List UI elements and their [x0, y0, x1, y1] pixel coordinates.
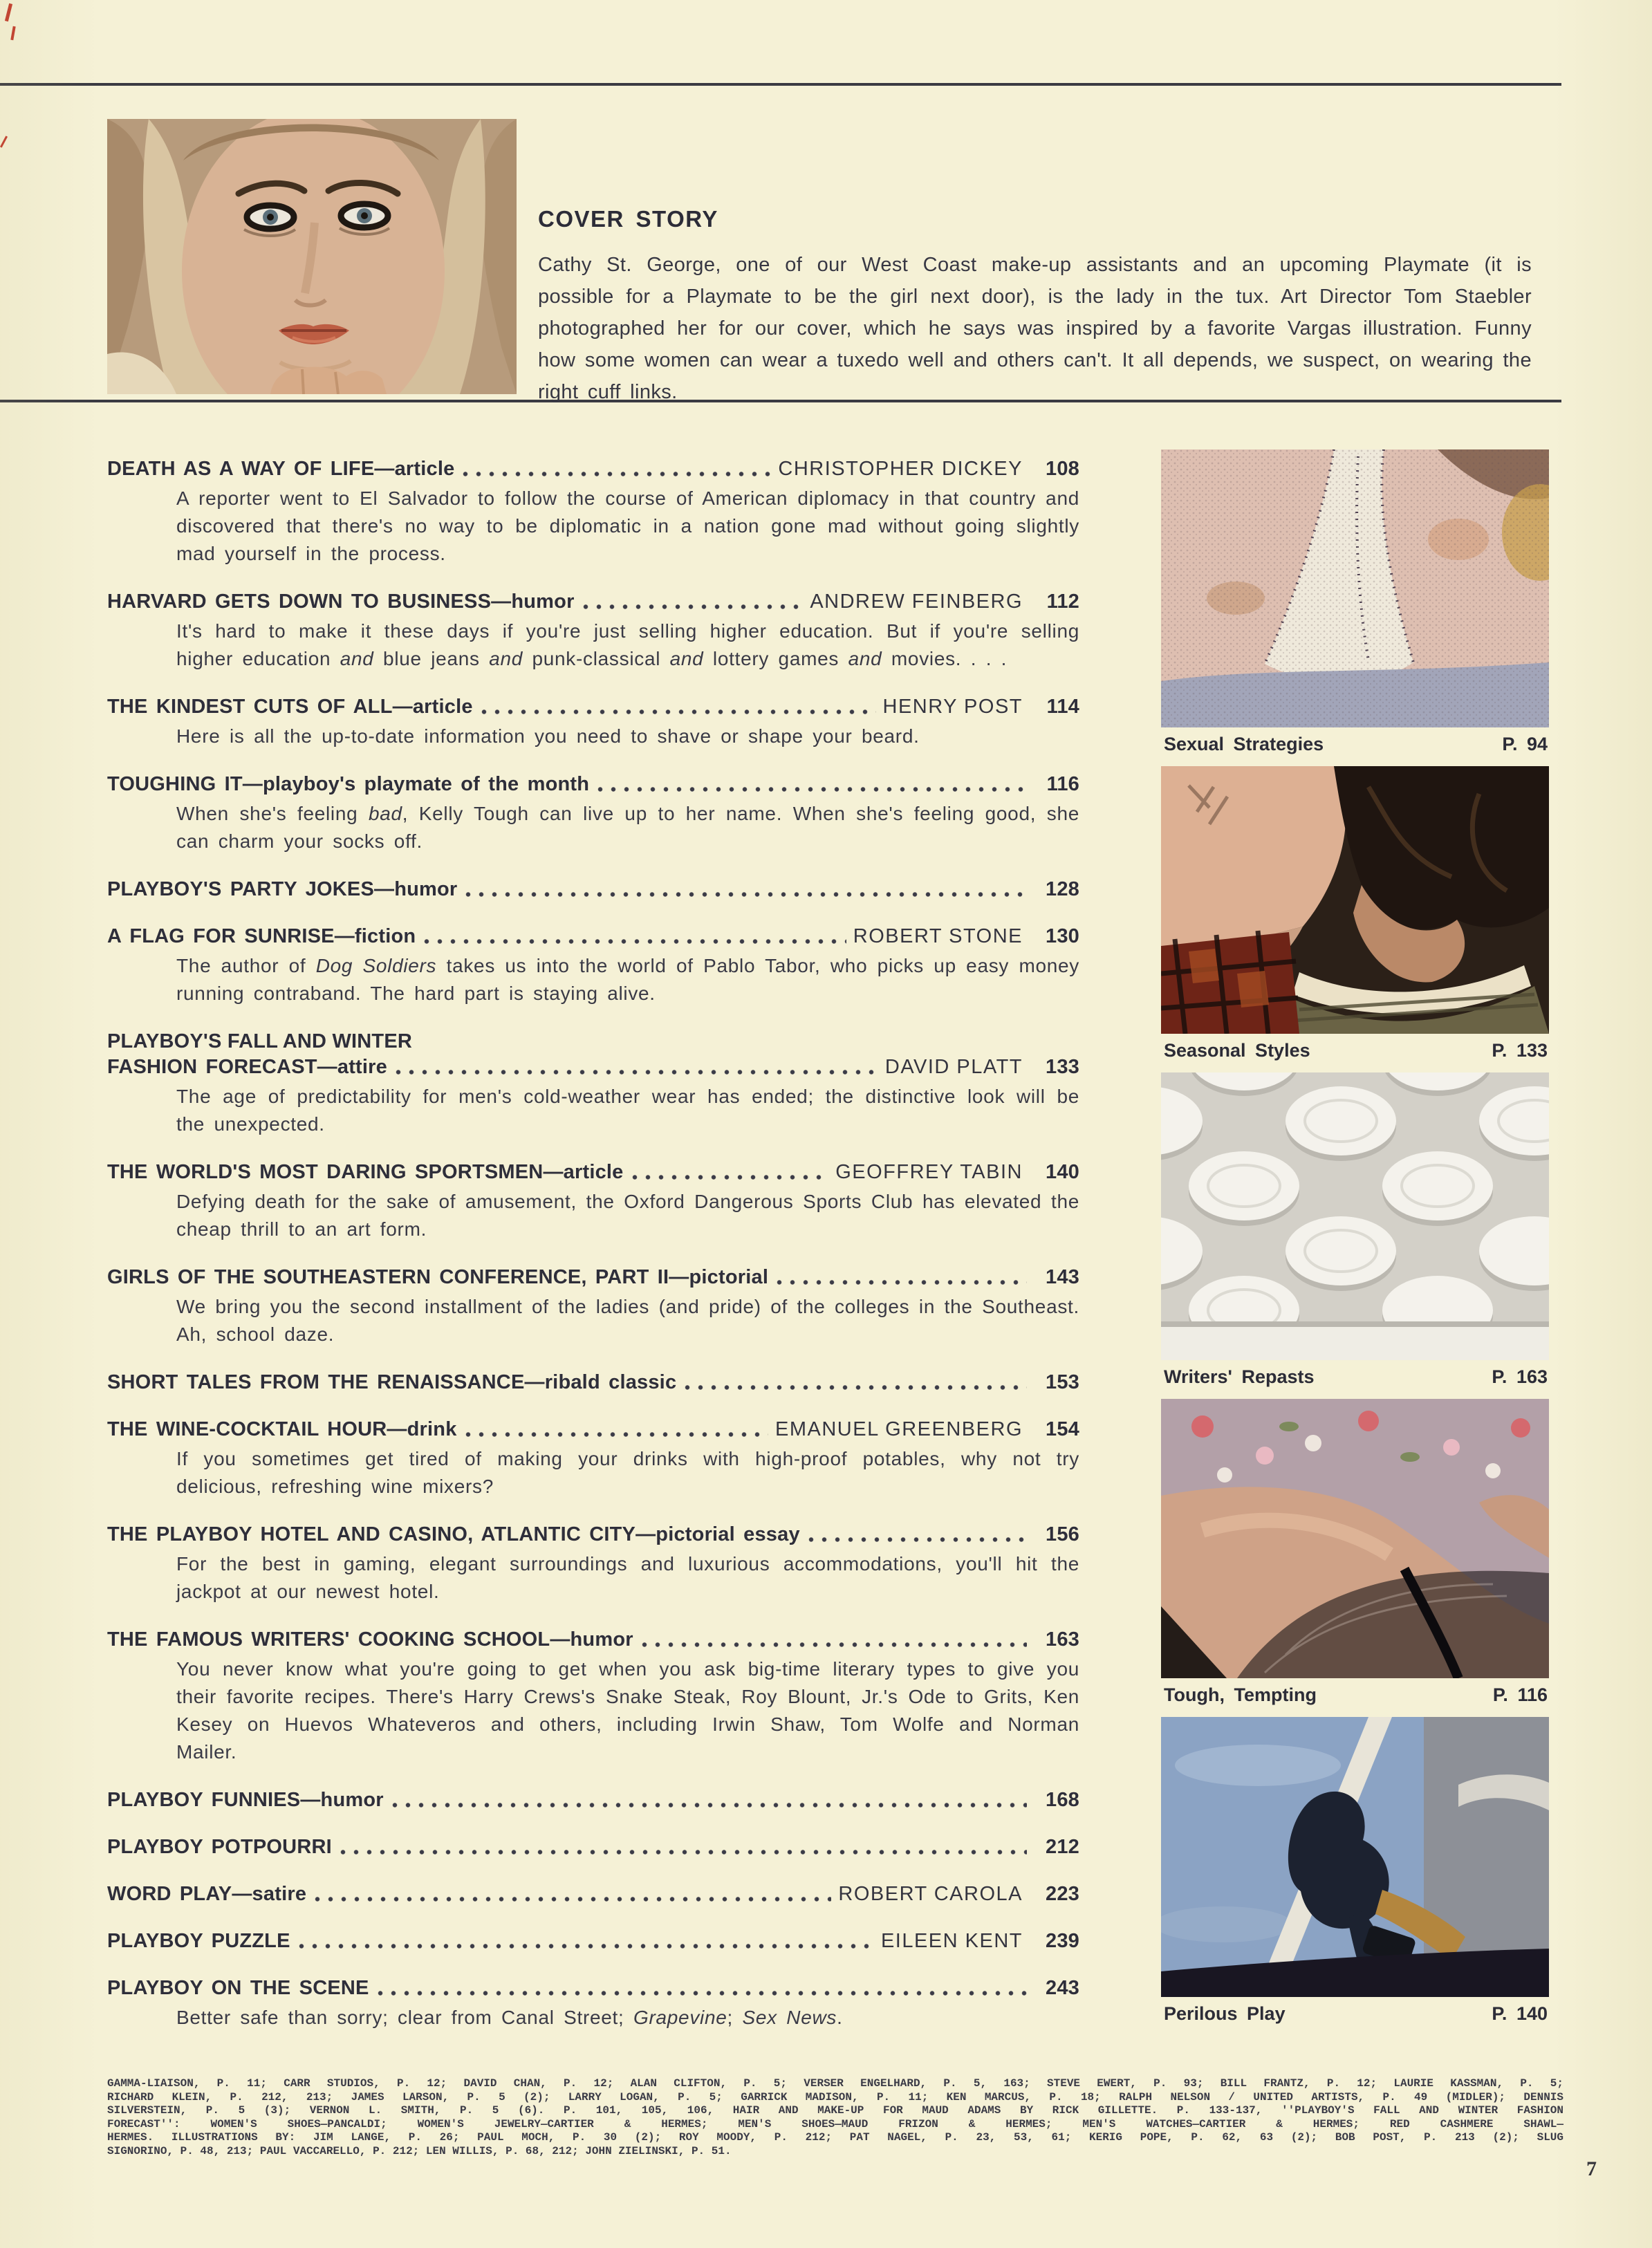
- dot-leader: [481, 709, 876, 715]
- toc-entry: [107, 924, 1079, 1007]
- toc-entry-description: It's hard to make it these days if you're just selling higher education. But if you're selling higher education and blue jeans and punk-classical and lottery games and movies. . . .: [176, 620, 1079, 669]
- dot-leader: [465, 891, 1027, 898]
- toc-entry-author: GEOFFREY TABIN: [835, 1161, 1023, 1183]
- toc-entry-genre: —article: [374, 458, 455, 480]
- toc-entry-description: The age of predictability for men's cold-weather wear has ended; the distinctive look will be the unexpected.: [176, 1086, 1079, 1135]
- dot-leader: [808, 1536, 1027, 1543]
- toc-entry: [107, 772, 1079, 855]
- dot-leader: [340, 1849, 1027, 1855]
- photo-credit-line: FORECAST'': WOMEN'S SHOES—PANCALDI; WOMEN'S JEWELRY—CARTIER & HERMES; MEN'S SHOES—MAUD FRIZON & HERMES; MEN'S WATCHES—CARTIER & HERMES; RED CASHMERE SHAWL—: [107, 2117, 1563, 2130]
- photo-credits: [107, 2077, 1563, 2159]
- dot-leader: [632, 1174, 829, 1180]
- thumb-caption-title: Tough, Tempting: [1164, 1684, 1317, 1705]
- toc-entry-description: The author of Dog Soldiers takes us into the world of Pablo Tabor, who picks up easy money running contraband. The hard part is staying alive.: [176, 955, 1079, 1004]
- toc-entry-page-number: 212: [1046, 1836, 1079, 1858]
- toc-entry-genre: —pictorial essay: [635, 1523, 800, 1545]
- toc-entry-genre: —satire: [232, 1883, 307, 1905]
- photo-credit-line: SILVERSTEIN, P. 5 (3); VERNON L. SMITH, P. 5 (6). P. 101, 105, 106, HAIR AND MAKE-UP FOR MAUD ADAMS BY RICK GILLETTE. P. 133-137, ''PLAYBOY'S FALL AND WINTER FASHION: [107, 2104, 1563, 2117]
- toc-entry: [107, 1265, 1079, 1348]
- sexual-strategies-illustration: [1161, 449, 1549, 727]
- toc-entry-genre: —fiction: [334, 925, 416, 947]
- thumb-caption-title: Sexual Strategies: [1164, 734, 1324, 754]
- toc-entry-description: If you sometimes get tired of making your drinks with high-proof potables, why not try delicious, refreshing wine mixers?: [176, 1448, 1079, 1497]
- toc-entry-line: [107, 1882, 1079, 1907]
- thumb-caption-page: P. 116: [1492, 1684, 1548, 1705]
- toc-entry: [107, 694, 1079, 750]
- registration-mark: [5, 3, 12, 21]
- toc-entry-line: [107, 1370, 1079, 1395]
- toc-entry-title: WORD PLAY—satire: [107, 1883, 307, 1905]
- toc-entry-line: [107, 456, 1079, 482]
- toc-entry-page-number: 143: [1046, 1266, 1079, 1288]
- toc-entry-genre: —article: [543, 1161, 624, 1183]
- toc-entry-genre: —article: [392, 696, 473, 718]
- thumb-caption-title: Perilous Play: [1164, 2003, 1286, 2024]
- toc-entry-genre: —humor: [300, 1789, 384, 1811]
- toc-entry-author: DAVID PLATT: [884, 1056, 1023, 1078]
- toc-entry: [107, 589, 1079, 673]
- toc-entry: [107, 1627, 1079, 1766]
- toc-entry: [107, 1929, 1079, 1954]
- thumb-caption-page: P. 133: [1492, 1040, 1548, 1061]
- photo-credit-line: HERMES. ILLUSTRATIONS BY: JIM LANGE, P. 26; PAUL MOCH, P. 30 (2); ROY MOODY, P. 212; PAT NAGEL, P. 23, 53, 61; KERIG POPE, P. 62, 63 (2); BOB POST, P. 213 (2); SLUG: [107, 2131, 1563, 2144]
- writers-repasts-photo: [1161, 1072, 1549, 1360]
- top-rule: [0, 83, 1561, 86]
- toc-entry-page-number: 239: [1046, 1930, 1079, 1952]
- toc-entry: [107, 1882, 1079, 1907]
- sidebar: [1161, 449, 1549, 2036]
- toc-entry-page-number: 112: [1046, 591, 1079, 613]
- thumb-writers-repasts: [1161, 1072, 1549, 1360]
- toc-entry-page-number: 140: [1046, 1161, 1079, 1183]
- toc-entry-line: [107, 1929, 1079, 1954]
- registration-mark: [10, 26, 15, 40]
- toc-entry-line: [107, 1522, 1079, 1548]
- registration-mark: [0, 136, 8, 147]
- toc-entry-genre: —humor: [374, 878, 458, 900]
- toc-entry-title: A FLAG FOR SUNRISE—fiction: [107, 925, 416, 947]
- toc-entry-description: You never know what you're going to get when you ask big-time literary types to give you their favorite recipes. There's Harry Crews's Snake Steak, Roy Blount, Jr.'s Ode to Grits, Ken Kesey on Huevos Whateveros and others, including Irwin Shaw, Tom Wolfe and Norman Mailer.: [176, 1658, 1079, 1763]
- thumb-caption: [1164, 2004, 1548, 2023]
- toc-entry-page-number: 156: [1046, 1523, 1079, 1545]
- toc-entry-title-line1: PLAYBOY'S FALL AND WINTER: [107, 1030, 413, 1052]
- toc-entry-page-number: 114: [1046, 696, 1079, 718]
- toc-entry-author: ROBERT CAROLA: [838, 1883, 1023, 1905]
- toc-entry: [107, 1976, 1079, 2032]
- toc-entry-author: ROBERT STONE: [853, 925, 1023, 947]
- toc-entry-page-number: 154: [1046, 1418, 1079, 1440]
- seasonal-styles-photo: [1161, 766, 1549, 1034]
- toc-entry-title: THE WORLD'S MOST DARING SPORTSMEN—article: [107, 1161, 624, 1183]
- toc-entry-description: A reporter went to El Salvador to follow the course of American diplomacy in that country and discovered that there's no way to be diplomatic in a nation gone mad without going slightly mad yourself in the process.: [176, 487, 1079, 564]
- photo-credit-line: GAMMA-LIAISON, P. 11; CARR STUDIOS, P. 12; DAVID CHAN, P. 12; ALAN CLIFTON, P. 5; VERSER ENGELHARD, P. 5, 163; STEVE EWERT, P. 93; BILL FRANTZ, P. 12; LAURIE KASSMAN, P. 5;: [107, 2077, 1563, 2090]
- thumb-caption: [1164, 1041, 1548, 1060]
- toc-entry-author: ANDREW FEINBERG: [810, 591, 1023, 613]
- thumb-tough-tempting: [1161, 1399, 1549, 1678]
- toc-entry-title: SHORT TALES FROM THE RENAISSANCE—ribald classic: [107, 1371, 677, 1393]
- dot-leader: [597, 786, 1027, 792]
- toc-entry-page-number: 133: [1046, 1056, 1079, 1078]
- thumb-caption: [1164, 734, 1548, 754]
- perilous-play-photo: [1161, 1717, 1549, 1997]
- dot-leader: [777, 1279, 1027, 1285]
- dot-leader: [583, 604, 804, 610]
- thumb-caption-page: P. 163: [1492, 1366, 1548, 1387]
- toc-entry-page-number: 116: [1046, 773, 1079, 795]
- toc-entry-title: HARVARD GETS DOWN TO BUSINESS—humor: [107, 591, 575, 613]
- thumb-caption: [1164, 1367, 1548, 1386]
- toc-entry-line: [107, 772, 1079, 797]
- dot-leader: [299, 1943, 874, 1949]
- cover-story: [538, 206, 1532, 408]
- toc-entry-description: Better safe than sorry; clear from Canal Street; Grapevine; Sex News.: [176, 2007, 843, 2028]
- cover-story-body: Cathy St. George, one of our West Coast make-up assistants and an upcoming Playmate (it is possible for a Playmate to be the girl next door), is the lady in the tux. Art Director Tom Staebler photographed her for our cover, which he says was inspired by a favorite Vargas illustration. Funny how some women can wear a tuxedo well and others can't. It all depends, we suspect, on wearing the right cuff links.: [538, 254, 1532, 403]
- thumb-caption: [1164, 1685, 1548, 1704]
- toc-entry: [107, 1029, 1079, 1138]
- toc-entry-description: For the best in gaming, elegant surroundings and luxurious accommodations, you'll hit the jackpot at our newest hotel.: [176, 1553, 1079, 1602]
- toc-entry-description: Here is all the up-to-date information you need to shave or shape your beard.: [176, 725, 920, 747]
- toc-entry-title: TOUGHING IT—playboy's playmate of the month: [107, 773, 590, 795]
- dot-leader: [396, 1069, 878, 1075]
- toc-entry-title: PLAYBOY ON THE SCENE: [107, 1977, 369, 1999]
- toc-entry-title: PLAYBOY FUNNIES—humor: [107, 1789, 384, 1811]
- toc-entry: [107, 1160, 1079, 1243]
- toc-entry-page-number: 168: [1046, 1789, 1079, 1811]
- photo-credit-line: RICHARD KLEIN, P. 212, 213; JAMES LARSON, P. 5 (2); LARRY LOGAN, P. 5; GARRICK MADISON, P. 11; KEN MARCUS, P. 18; RALPH NELSON / UNITED ARTISTS, P. 49 (MIDLER); DENNIS: [107, 2090, 1563, 2103]
- toc-entry-title: GIRLS OF THE SOUTHEASTERN CONFERENCE, PART II—pictorial: [107, 1266, 769, 1288]
- toc-entry-line: [107, 1627, 1079, 1653]
- toc-entry: [107, 1370, 1079, 1395]
- page-number: 7: [1586, 2157, 1597, 2180]
- toc-list: [107, 456, 1079, 2053]
- toc-entry-title: DEATH AS A WAY OF LIFE—article: [107, 458, 455, 480]
- toc-entry-page-number: 130: [1046, 925, 1079, 947]
- toc-entry-line: [107, 1976, 1079, 2001]
- toc-entry-line: [107, 1160, 1079, 1185]
- dot-leader: [642, 1642, 1027, 1648]
- toc-entry: [107, 1834, 1079, 1860]
- toc-entry-genre: —humor: [491, 591, 575, 613]
- toc-entry-page-number: 128: [1046, 878, 1079, 900]
- toc-entry: [107, 877, 1079, 902]
- thumb-caption-page: P. 94: [1502, 734, 1548, 754]
- dot-leader: [685, 1384, 1027, 1391]
- toc-entry-genre: —playboy's playmate of the month: [242, 773, 590, 795]
- thumb-caption-title: Writers' Repasts: [1164, 1366, 1315, 1387]
- toc-entry-author: HENRY POST: [882, 696, 1023, 718]
- toc-entry-line: [107, 1787, 1079, 1813]
- cover-story-heading: COVER STORY: [538, 206, 718, 232]
- toc-entry-author: CHRISTOPHER DICKEY: [778, 458, 1023, 480]
- toc-entry: [107, 1522, 1079, 1606]
- toc-entry-author: EILEEN KENT: [880, 1930, 1023, 1952]
- thumb-caption-page: P. 140: [1492, 2003, 1548, 2024]
- toc-entry-genre: —attire: [317, 1056, 387, 1078]
- toc-entry-genre: —ribald classic: [524, 1371, 677, 1393]
- toc-entry: [107, 1417, 1079, 1501]
- tough-tempting-photo: [1161, 1399, 1549, 1678]
- toc-entry-description: When she's feeling bad, Kelly Tough can live up to her name. When she's feeling good, she can charm your socks off.: [176, 803, 1079, 852]
- toc-entry-line: [107, 1265, 1079, 1290]
- thumb-caption-title: Seasonal Styles: [1164, 1040, 1310, 1061]
- toc-entry-line: [107, 877, 1079, 902]
- dot-leader: [465, 1431, 768, 1438]
- toc-entry-title: THE PLAYBOY HOTEL AND CASINO, ATLANTIC CITY—pictorial essay: [107, 1523, 800, 1545]
- toc-entry-title: PLAYBOY POTPOURRI: [107, 1836, 332, 1858]
- cover-photo: [107, 119, 517, 394]
- dot-leader: [424, 938, 846, 945]
- toc-entry-description: Defying death for the sake of amusement, the Oxford Dangerous Sports Club has elevated the cheap thrill to an art form.: [176, 1191, 1079, 1240]
- toc-entry-line: [107, 924, 1079, 949]
- thumb-seasonal-styles: [1161, 766, 1549, 1034]
- dot-leader: [463, 471, 771, 477]
- toc-entry-title: FASHION FORECAST—attire: [107, 1056, 387, 1078]
- thumb-sexual-strategies: [1161, 449, 1549, 727]
- cover-model-illustration: [107, 119, 517, 394]
- toc-entry-title: PLAYBOY'S PARTY JOKES—humor: [107, 878, 458, 900]
- toc-entry-page-number: 108: [1046, 458, 1079, 480]
- toc-entry-page-number: 223: [1046, 1883, 1079, 1905]
- toc-entry-line: [107, 694, 1079, 720]
- thumb-perilous-play: [1161, 1717, 1549, 1997]
- toc-entry-description: We bring you the second installment of the ladies (and pride) of the colleges in the Southeast. Ah, school daze.: [176, 1296, 1079, 1345]
- dot-leader: [392, 1802, 1027, 1808]
- toc-entry: [107, 456, 1079, 568]
- toc-entry-title: THE KINDEST CUTS OF ALL—article: [107, 696, 473, 718]
- photo-credit-line: SIGNORINO, P. 48, 213; PAUL VACCARELLO, P. 212; LEN WILLIS, P. 68, 212; JOHN ZIELINSKI, P. 51.: [107, 2144, 732, 2157]
- toc-entry-page-number: 243: [1046, 1977, 1079, 1999]
- dot-leader: [378, 1990, 1027, 1996]
- toc-entry-page-number: 153: [1046, 1371, 1079, 1393]
- toc-entry-title: PLAYBOY PUZZLE: [107, 1930, 290, 1952]
- toc-entry-title: THE FAMOUS WRITERS' COOKING SCHOOL—humor: [107, 1628, 633, 1651]
- toc-entry-line: [107, 1834, 1079, 1860]
- toc-entry: [107, 1787, 1079, 1813]
- toc-entry-author: EMANUEL GREENBERG: [775, 1418, 1023, 1440]
- toc-entry-genre: —humor: [550, 1628, 633, 1651]
- toc-entry-genre: —pictorial: [669, 1266, 769, 1288]
- toc-entry-line: [107, 1055, 1079, 1080]
- dot-leader: [315, 1896, 831, 1902]
- toc-entry-title: THE WINE-COCKTAIL HOUR—drink: [107, 1418, 457, 1440]
- toc-entry-genre: —drink: [387, 1418, 457, 1440]
- toc-entry-line: [107, 589, 1079, 615]
- toc-entry-line: [107, 1417, 1079, 1442]
- toc-entry-page-number: 163: [1046, 1628, 1079, 1651]
